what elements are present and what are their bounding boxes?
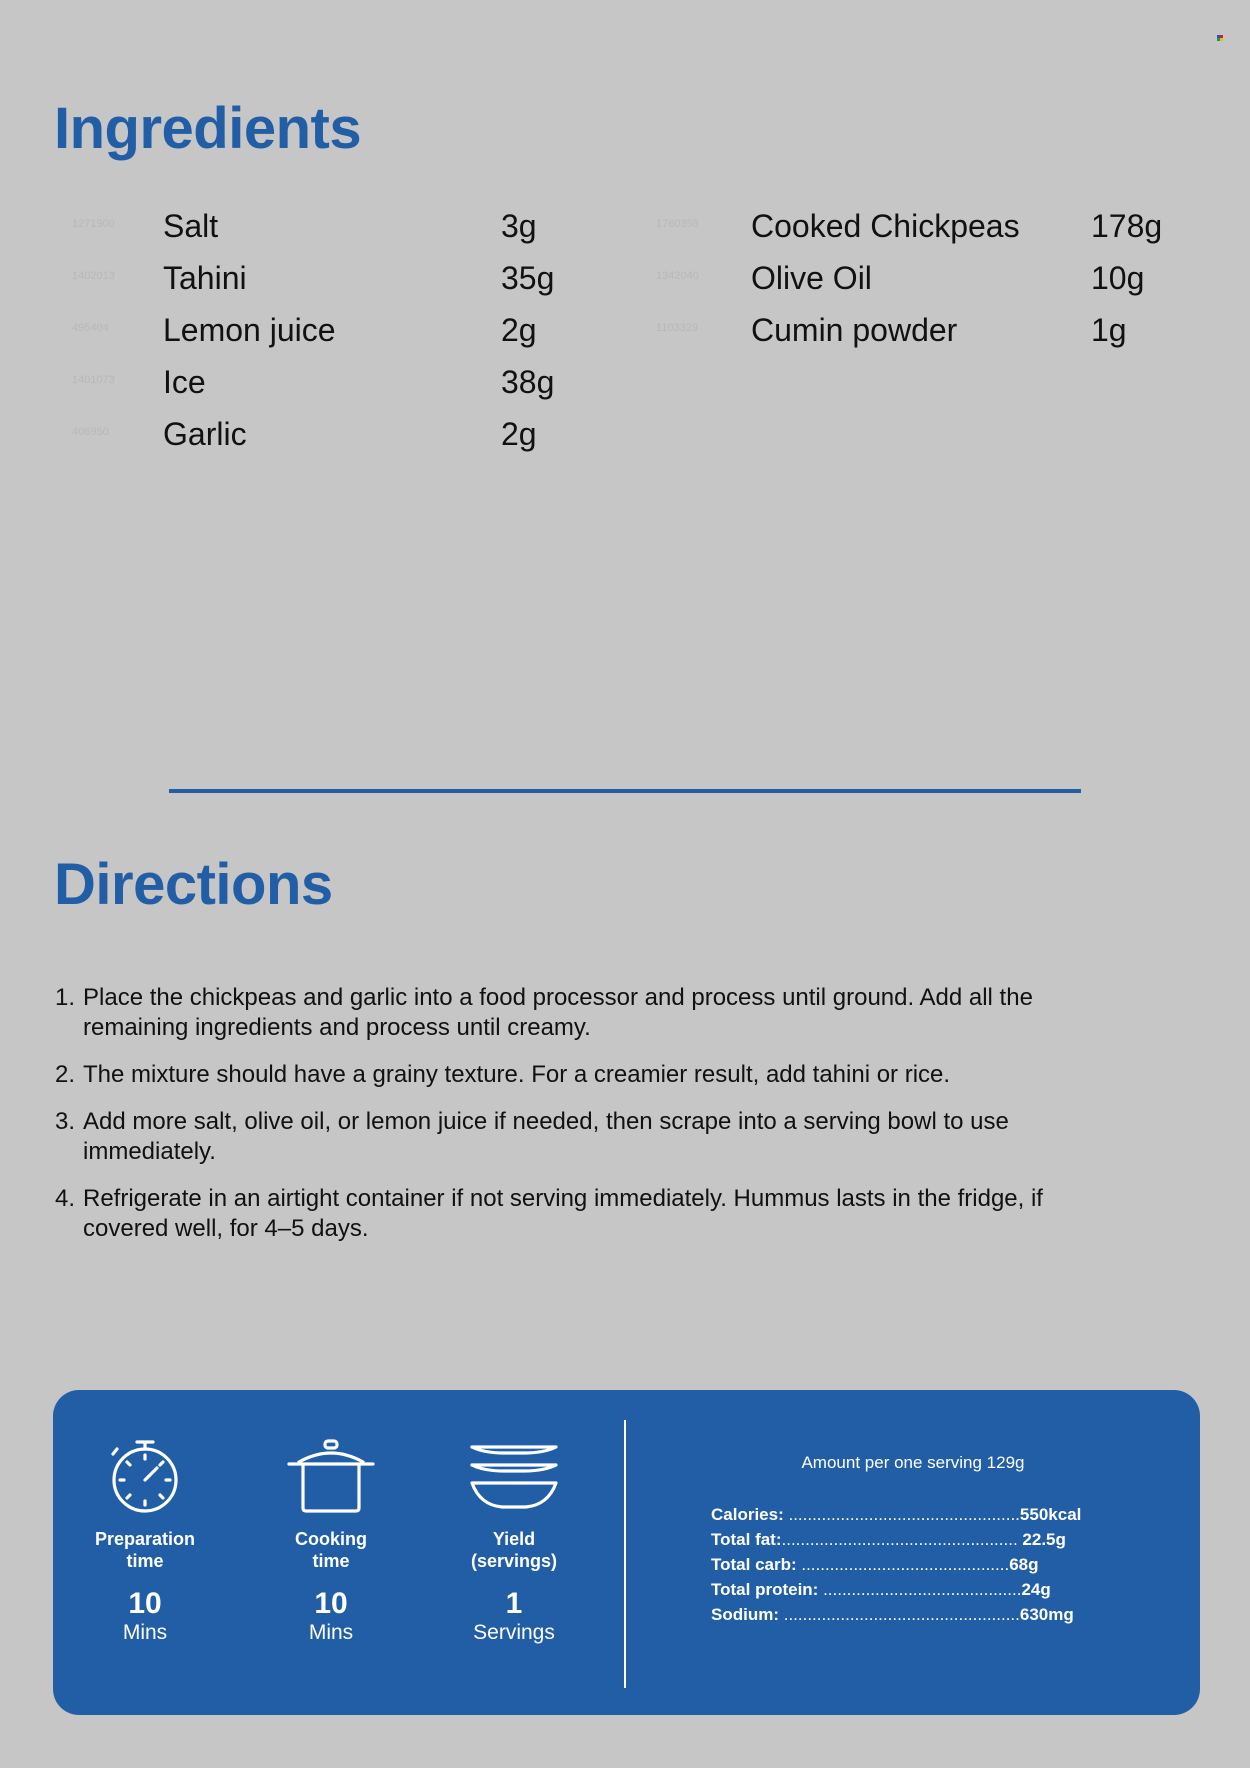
ingredient-code: 1271900 (72, 218, 115, 230)
step-number: 4. (55, 1185, 76, 1212)
nutrition-value: 22.5g (1022, 1530, 1066, 1549)
recipe-info-panel (53, 1390, 1200, 1715)
stat-unit: Mins (308, 1621, 354, 1644)
nutrition-leader: ................................................. (783, 1505, 1020, 1524)
ingredient-code: 1402013 (72, 270, 115, 282)
nutrition-value: 68g (1009, 1555, 1039, 1574)
stat-label-line: Cooking (295, 1529, 367, 1549)
corner-color-mark (1217, 35, 1224, 42)
ingredient-name: Tahini (163, 260, 247, 296)
nutrition-value: 630mg (1019, 1605, 1074, 1624)
ingredient-quantity: 10g (1091, 260, 1145, 296)
ingredient-code: 406950 (72, 426, 109, 438)
stat-value: 10 (128, 1587, 162, 1620)
stat-label-line: Yield (492, 1529, 536, 1549)
ingredient-quantity: 2g (501, 416, 537, 452)
stat-label-line: (servings) (470, 1551, 558, 1571)
ingredient-name: Lemon juice (163, 312, 336, 348)
ingredient-name: Cumin powder (751, 312, 958, 348)
nutrition-facts (711, 1502, 1081, 1627)
ingredient-code: 495404 (72, 322, 109, 334)
ingredient-name: Cooked Chickpeas (751, 208, 1020, 244)
nutrition-leader: .................................................. (779, 1605, 1020, 1624)
stopwatch-icon (95, 1435, 195, 1515)
step-text: The mixture should have a grainy texture. For a creamier result, add tahini or rice. (83, 1061, 951, 1088)
cooking-time-stat (256, 1435, 406, 1645)
ingredient-name: Olive Oil (751, 260, 872, 296)
yield-stat (439, 1435, 589, 1645)
nutrition-leader: .................................................. (781, 1530, 1023, 1549)
stat-label (439, 1528, 589, 1572)
nutrition-label: Sodium: (711, 1605, 779, 1624)
nutrition-value: 550kcal (1019, 1505, 1082, 1524)
ingredient-name: Garlic (163, 416, 247, 452)
nutrition-row-sodium (711, 1602, 1081, 1627)
nutrition-value: 24g (1021, 1580, 1051, 1599)
step-number: 2. (55, 1061, 76, 1088)
stat-unit: Mins (122, 1621, 168, 1644)
stat-label-line: Preparation (94, 1529, 196, 1549)
ingredient-name: Ice (163, 364, 206, 400)
ingredient-quantity: 35g (501, 260, 555, 296)
preparation-time-stat (70, 1435, 220, 1645)
nutrition-label: Total protein: (711, 1580, 819, 1599)
ingredient-name: Salt (163, 208, 219, 244)
direction-step (55, 1107, 1075, 1167)
step-text: Refrigerate in an airtight container if not serving immediately. Hummus lasts in the fridge, if covered well, for 4–5 days. (83, 1185, 1043, 1242)
direction-step (55, 1060, 1075, 1090)
step-text: Add more salt, olive oil, or lemon juice if needed, then scrape into a serving bowl to use immediately. (83, 1108, 1009, 1165)
step-number: 1. (55, 984, 76, 1011)
stat-label-line: time (126, 1551, 164, 1571)
stat-label-line: time (312, 1551, 350, 1571)
ingredient-quantity: 178g (1091, 208, 1163, 244)
stat-label (70, 1528, 220, 1572)
nutrition-label: Total fat: (711, 1530, 782, 1549)
nutrition-leader: .......................................... (818, 1580, 1022, 1599)
ingredient-quantity: 38g (501, 364, 555, 400)
direction-step (55, 1184, 1075, 1244)
nutrition-row-fat (711, 1527, 1081, 1552)
ingredient-code: 1342040 (656, 270, 699, 282)
ingredient-code: 1103329 (656, 322, 699, 334)
stat-value: 10 (314, 1587, 348, 1620)
section-divider (169, 789, 1081, 793)
panel-divider (624, 1420, 626, 1688)
nutrition-label: Calories: (711, 1505, 784, 1524)
stat-unit: Servings (473, 1621, 555, 1644)
step-text: Place the chickpeas and garlic into a food processor and process until ground. Add all the remaining ingredients and process until creamy. (83, 984, 1033, 1041)
direction-step (55, 983, 1075, 1043)
nutrition-label: Total carb: (711, 1555, 797, 1574)
serving-amount: Amount per one serving 129g (801, 1453, 1025, 1472)
nutrition-row-carb (711, 1552, 1081, 1577)
ingredient-code: 1760358 (656, 218, 699, 230)
ingredients-heading: Ingredients (54, 96, 362, 161)
nutrition-row-calories (711, 1502, 1081, 1527)
ingredient-quantity: 2g (501, 312, 537, 348)
stacked-bowls-icon (464, 1435, 564, 1515)
ingredient-quantity: 3g (501, 208, 537, 244)
cooking-pot-icon (281, 1435, 381, 1515)
directions-list (55, 983, 1075, 1261)
nutrition-row-protein (711, 1577, 1081, 1602)
ingredient-code: 1401073 (72, 374, 115, 386)
ingredient-quantity: 1g (1091, 312, 1127, 348)
directions-heading: Directions (54, 852, 333, 917)
stat-label (256, 1528, 406, 1572)
step-number: 3. (55, 1108, 76, 1135)
stat-value: 1 (505, 1587, 523, 1620)
nutrition-leader: ............................................ (796, 1555, 1010, 1574)
